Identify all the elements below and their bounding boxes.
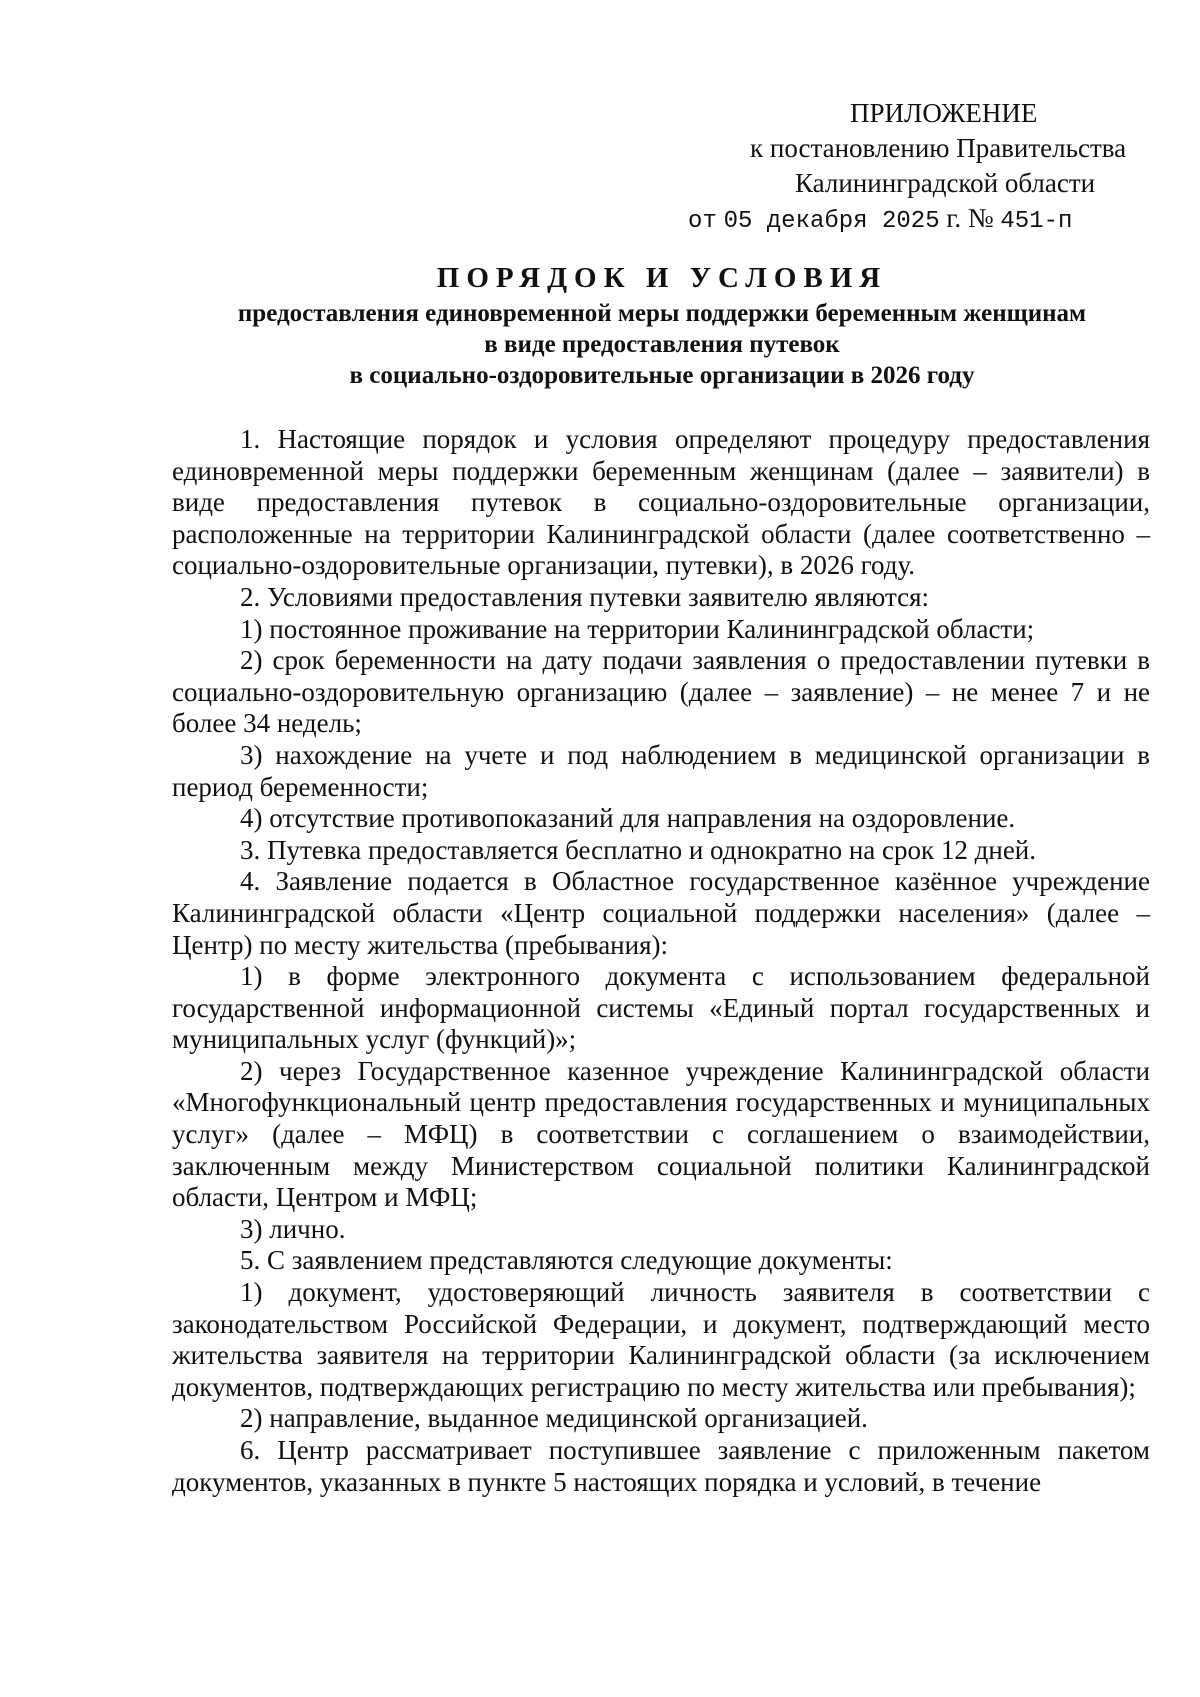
paragraph: 3) лично. bbox=[240, 1213, 346, 1244]
heading-subtitle-3: в социально-оздоровительные организации в 2026 году bbox=[349, 362, 975, 389]
paragraph: 5. С заявлением представляются следующие документы: bbox=[240, 1245, 893, 1276]
paragraph: 1) документ, удостоверяющий личность заявителя в соответствии с законодательством Российской Федерации, и документ, подтверждающий место жительства заявителя на территории Калининградской области (за исключением документов, подтверждающих регистрацию по месту жительства или пребывания); bbox=[172, 1277, 1150, 1402]
appendix-resolution-line: к постановлению Правительства bbox=[750, 133, 1127, 163]
paragraph: 3. Путевка предоставляется бесплатно и однократно на срок 12 дней. bbox=[240, 834, 1036, 865]
appendix-block bbox=[680, 96, 1150, 239]
document-body bbox=[172, 424, 1150, 1498]
appendix-year-suffix: г. № bbox=[946, 203, 994, 233]
appendix-date-line bbox=[680, 201, 1150, 239]
paragraph: 3) нахождение на учете и под наблюдением в медицинской организации в период беременности; bbox=[172, 739, 1150, 802]
heading-subtitle-1: предоставления единовременной меры поддержки беременным женщинам bbox=[237, 300, 1087, 327]
appendix-date: 05 декабря 2025 bbox=[723, 208, 940, 235]
appendix-number: 451-п bbox=[1000, 208, 1073, 235]
paragraph: 2) срок беременности на дату подачи заявления о предоставлении путевки в социально-оздоровительную организацию (далее – заявление) – не менее 7 и не более 34 недель; bbox=[172, 645, 1150, 739]
paragraph: 2) через Государственное казенное учреждение Калининградской области «Многофункциональный центр предоставления государственных и муниципальных услуг» (далее – МФЦ) в соответствии с соглашением о взаимодействии, заключенным между Министерством социальной политики Калининградской области, Центром и МФЦ; bbox=[172, 1055, 1150, 1213]
document-heading bbox=[172, 258, 1152, 391]
paragraph: 1. Настоящие порядок и условия определяют процедуру предоставления единовременной меры поддержки беременным женщинам (далее – заявители) в виде предоставления путевок в социально-оздоровительные организации, расположенные на территории Калининградской области (далее соответственно – социально-оздоровительные организации, путевки), в 2026 году. bbox=[172, 424, 1150, 581]
paragraph: 6. Центр рассматривает поступившее заявление с приложенным пакетом документов, указанных в пункте 5 настоящих порядка и условий, в течение bbox=[172, 1435, 1150, 1497]
paragraph: 1) постоянное проживание на территории Калининградской области; bbox=[240, 613, 1035, 644]
paragraph: 2) направление, выданное медицинской организацией. bbox=[240, 1403, 868, 1434]
paragraph: 2. Условиями предоставления путевки заявителю являются: bbox=[240, 581, 930, 612]
appendix-date-prefix: от bbox=[688, 208, 717, 235]
appendix-region-line: Калининградской области bbox=[795, 168, 1096, 198]
heading-title: ПОРЯДОК И УСЛОВИЯ bbox=[436, 262, 888, 294]
heading-subtitle-2: в виде предоставления путевок bbox=[484, 331, 840, 358]
paragraph: 4) отсутствие противопоказаний для направления на оздоровление. bbox=[240, 803, 1016, 834]
appendix-title: ПРИЛОЖЕНИЕ bbox=[850, 98, 1038, 128]
paragraph: 4. Заявление подается в Областное государственное казённое учреждение Калининградской области «Центр социальной поддержки населения» (далее – Центр) по месту жительства (пребывания): bbox=[172, 866, 1150, 960]
paragraph: 1) в форме электронного документа с использованием федеральной государственной информационной системы «Единый портал государственных и муниципальных услуг (функций)»; bbox=[172, 961, 1150, 1055]
